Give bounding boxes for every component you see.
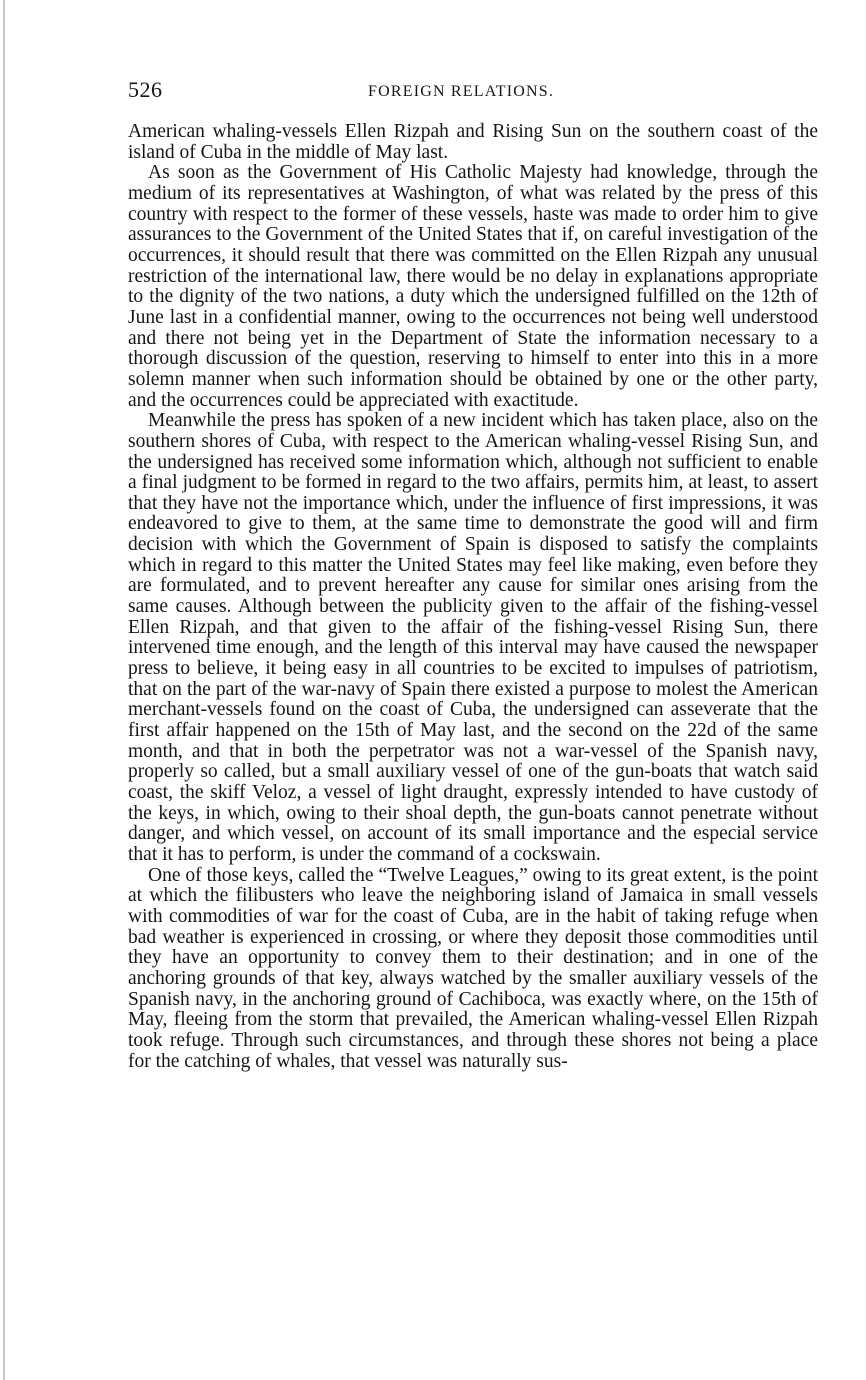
- page-header: [128, 76, 818, 106]
- paragraph-3: Meanwhile the press has spoken of a new incident which has taken place, also on the southern shores of Cuba, with respect to the American whaling-vessel Rising Sun, and the undersigned has received some information which, although not sufficient to enable a final judgment to be formed in regard to the two affairs, permits him, at least, to assert that they have not the importance which, under the influence of first impressions, it was endeavored to give to them, at the same time to demonstrate the good will and firm decision with which the Government of Spain is disposed to satisfy the complaints which in regard to this matter the United States may feel like making, even before they are formulated, and to prevent hereafter any cause for similar ones arising from the same causes. Although between the publicity given to the affair of the fishing-vessel Ellen Rizpah, and that given to the affair of the fishing-vessel Rising Sun, there intervened time enough, and the length of this interval may have caused the newspaper press to believe, it being easy in all countries to be excited to impulses of patriotism, that on the part of the war-navy of Spain there existed a purpose to molest the American merchant-vessels found on the coast of Cuba, the undersigned can asseverate that the first affair happened on the 15th of May last, and the second on the 22d of the same month, and that in both the perpetrator was not a war-vessel of the Spanish navy, properly so called, but a small auxiliary vessel of one of the gun-boats that watch said coast, the skiff Veloz, a vessel of light draught, expressly intended to have custody of the keys, in which, owing to their shoal depth, the gun-boats cannot penetrate without danger, and which vessel, on account of its small importance and the especial service that it has to perform, is under the command of a cockswain.: [128, 410, 818, 865]
- page-number: 526: [128, 77, 163, 102]
- page-edge-rule: [3, 0, 5, 1380]
- running-head: FOREIGN RELATIONS.: [368, 83, 555, 100]
- paragraph-2: As soon as the Government of His Catholic Majesty had knowledge, through the medium of its representatives at Washington, of what was related by the press of this country with respect to the former of these vessels, haste was made to order him to give assurances to the Government of the United States that if, on careful investigation of the occurrences, it should result that there was committed on the Ellen Rizpah any unusual restriction of the international law, there would be no delay in explanations appropriate to the dignity of the two nations, a duty which the undersigned fulfilled on the 12th of June last in a confidential manner, owing to the occurrences not being well understood and there not being yet in the Department of State the information necessary to a thorough discussion of the question, reserving to himself to enter into this in a more solemn manner when such information should be obtained by one or the other party, and the occurrences could be appreciated with exactitude.: [128, 162, 818, 411]
- paragraph-4: One of those keys, called the “Twelve Leagues,” owing to its great extent, is the point at which the filibusters who leave the neighboring island of Jamaica in small vessels with commodities of war for the coast of Cuba, are in the habit of taking refuge when bad weather is experienced in crossing, or where they deposit those commodities until they have an opportunity to convey them to their destination; and in one of the anchoring grounds of that key, always watched by the smaller auxiliary vessels of the Spanish navy, in the anchoring ground of Cachiboca, was exactly where, on the 15th of May, fleeing from the storm that prevailed, the American whaling-vessel Ellen Rizpah took refuge. Through such circumstances, and through these shores not being a place for the catching of whales, that vessel was naturally sus-: [128, 864, 818, 1072]
- paragraph-1: American whaling-vessels Ellen Rizpah and Rising Sun on the southern coast of the island of Cuba in the middle of May last.: [128, 121, 818, 163]
- body-text: [128, 122, 818, 1072]
